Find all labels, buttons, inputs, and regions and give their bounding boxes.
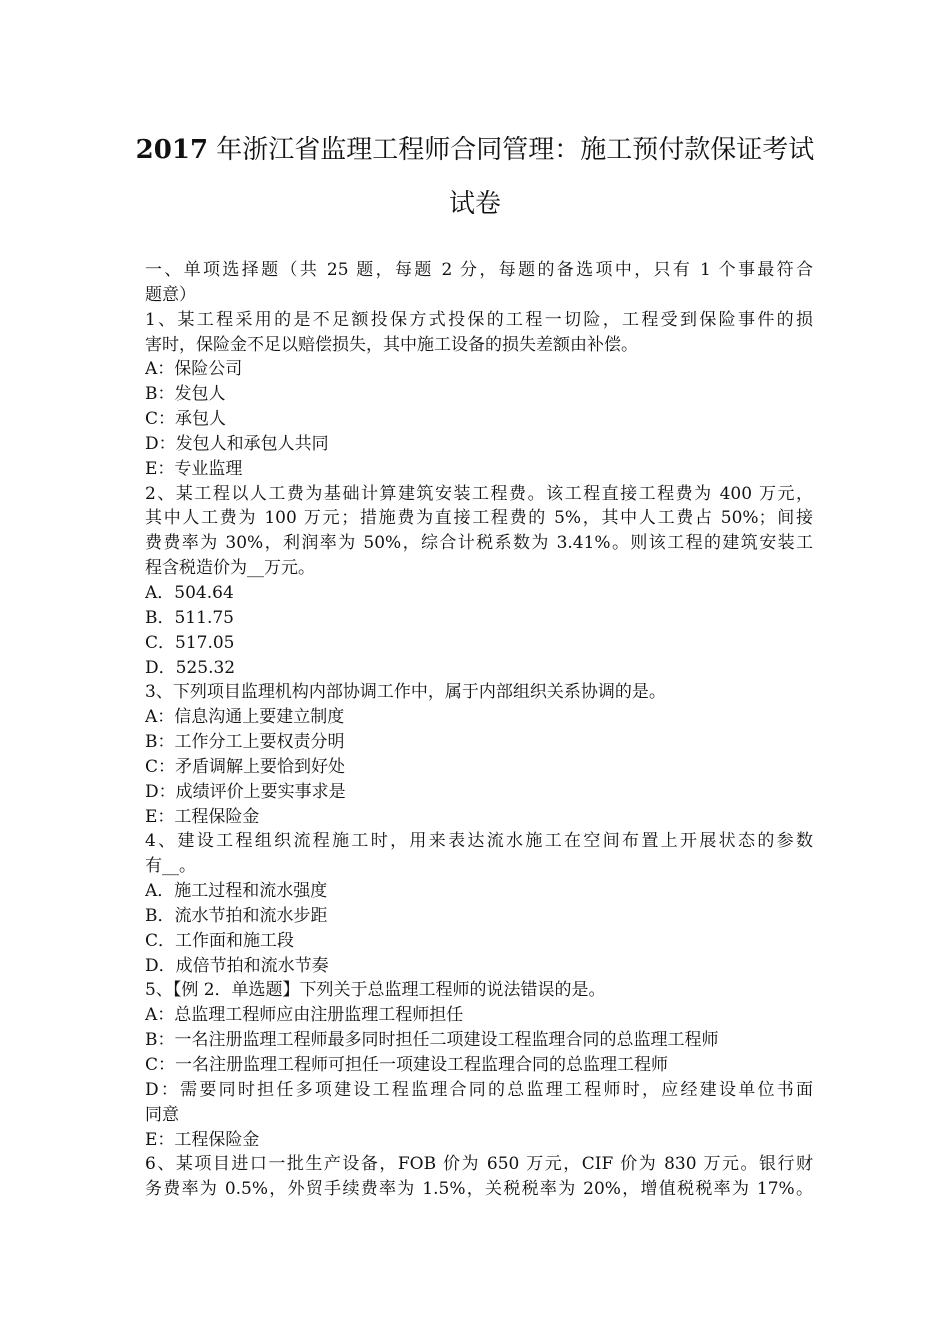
text-line: A．施工过程和流水强度 <box>145 881 328 902</box>
text-line: C．517.05 <box>145 632 235 653</box>
text-line: B．511.75 <box>145 607 234 628</box>
document-title-line-1 <box>120 133 830 167</box>
text-line: A．504.64 <box>145 582 234 603</box>
text-line: D．525.32 <box>145 657 236 678</box>
text-line: B：工作分工上要权责分明 <box>145 732 345 753</box>
text-line: E：工程保险金 <box>145 1129 260 1150</box>
title-year: 2017 <box>135 135 209 165</box>
document-body <box>145 258 813 1202</box>
text-line: 4、建设工程组织流程施工时，用来表达流水施工在空间布置上开展状态的参数 <box>145 831 813 852</box>
text-line: A：保险公司 <box>145 359 243 380</box>
text-line: D．成倍节拍和流水节奏 <box>145 955 329 976</box>
text-line: 其中人工费为 100 万元；措施费为直接工程费的 5%，其中人工费占 50%；间接 <box>145 508 813 529</box>
text-line: 有__。 <box>145 856 196 877</box>
text-line: 同意 <box>145 1104 179 1125</box>
text-line: B：发包人 <box>145 384 226 405</box>
title-text: 年浙江省监理工程师合同管理：施工预付款保证考试 <box>208 135 815 165</box>
text-line: C：矛盾调解上要恰到好处 <box>145 756 346 777</box>
text-line: D：成绩评价上要实事求是 <box>145 781 346 802</box>
text-line: C：一名注册监理工程师可担任一项建设工程监理合同的总监理工程师 <box>145 1055 669 1075</box>
text-line: A：信息沟通上要建立制度 <box>145 707 345 728</box>
text-line: D：发包人和承包人共同 <box>145 433 329 454</box>
text-line: E：工程保险金 <box>145 806 260 827</box>
text-line: B：一名注册监理工程师最多同时担任二项建设工程监理合同的总监理工程师 <box>145 1030 719 1051</box>
document-title-line-2: 试卷 <box>448 189 501 219</box>
text-line: 5、【例 2．单选题】下列关于总监理工程师的说法错误的是。 <box>145 980 606 1001</box>
text-line: 2、某工程以人工费为基础计算建筑安装工程费。该工程直接工程费为 400 万元， <box>145 483 813 504</box>
text-line: 1、某工程采用的是不足额投保方式投保的工程一切险，工程受到保险事件的损 <box>145 309 813 330</box>
text-line: 6、某项目进口一批生产设备，FOB 价为 650 万元，CIF 价为 830 万元。银行财 <box>145 1154 813 1175</box>
text-line: 程含税造价为__万元。 <box>145 558 315 579</box>
text-line: E：专业监理 <box>145 458 243 479</box>
text-line: 务费率为 0.5%，外贸手续费率为 1.5%，关税税率为 20%，增值税税率为 17%。 <box>145 1179 813 1200</box>
text-line: B．流水节拍和流水步距 <box>145 905 328 926</box>
text-line: 一、单项选择题（共 25 题，每题 2 分，每题的备选项中，只有 1 个事最符合 <box>145 260 813 280</box>
text-line: C：承包人 <box>145 409 227 430</box>
text-line: 费费率为 30%，利润率为 50%，综合计税系数为 3.41%。则该工程的建筑安装工 <box>145 533 813 554</box>
text-line: D：需要同时担任多项建设工程监理合同的总监理工程师时，应经建设单位书面 <box>145 1079 813 1100</box>
text-line: 害时，保险金不足以赔偿损失，其中施工设备的损失差额由补偿。 <box>145 334 638 355</box>
text-line: 题意） <box>145 284 196 305</box>
text-line: C．工作面和施工段 <box>145 930 295 951</box>
text-line: A：总监理工程师应由注册监理工程师担任 <box>145 1005 464 1026</box>
text-line: 3、下列项目监理机构内部协调工作中，属于内部组织关系协调的是。 <box>145 682 666 703</box>
